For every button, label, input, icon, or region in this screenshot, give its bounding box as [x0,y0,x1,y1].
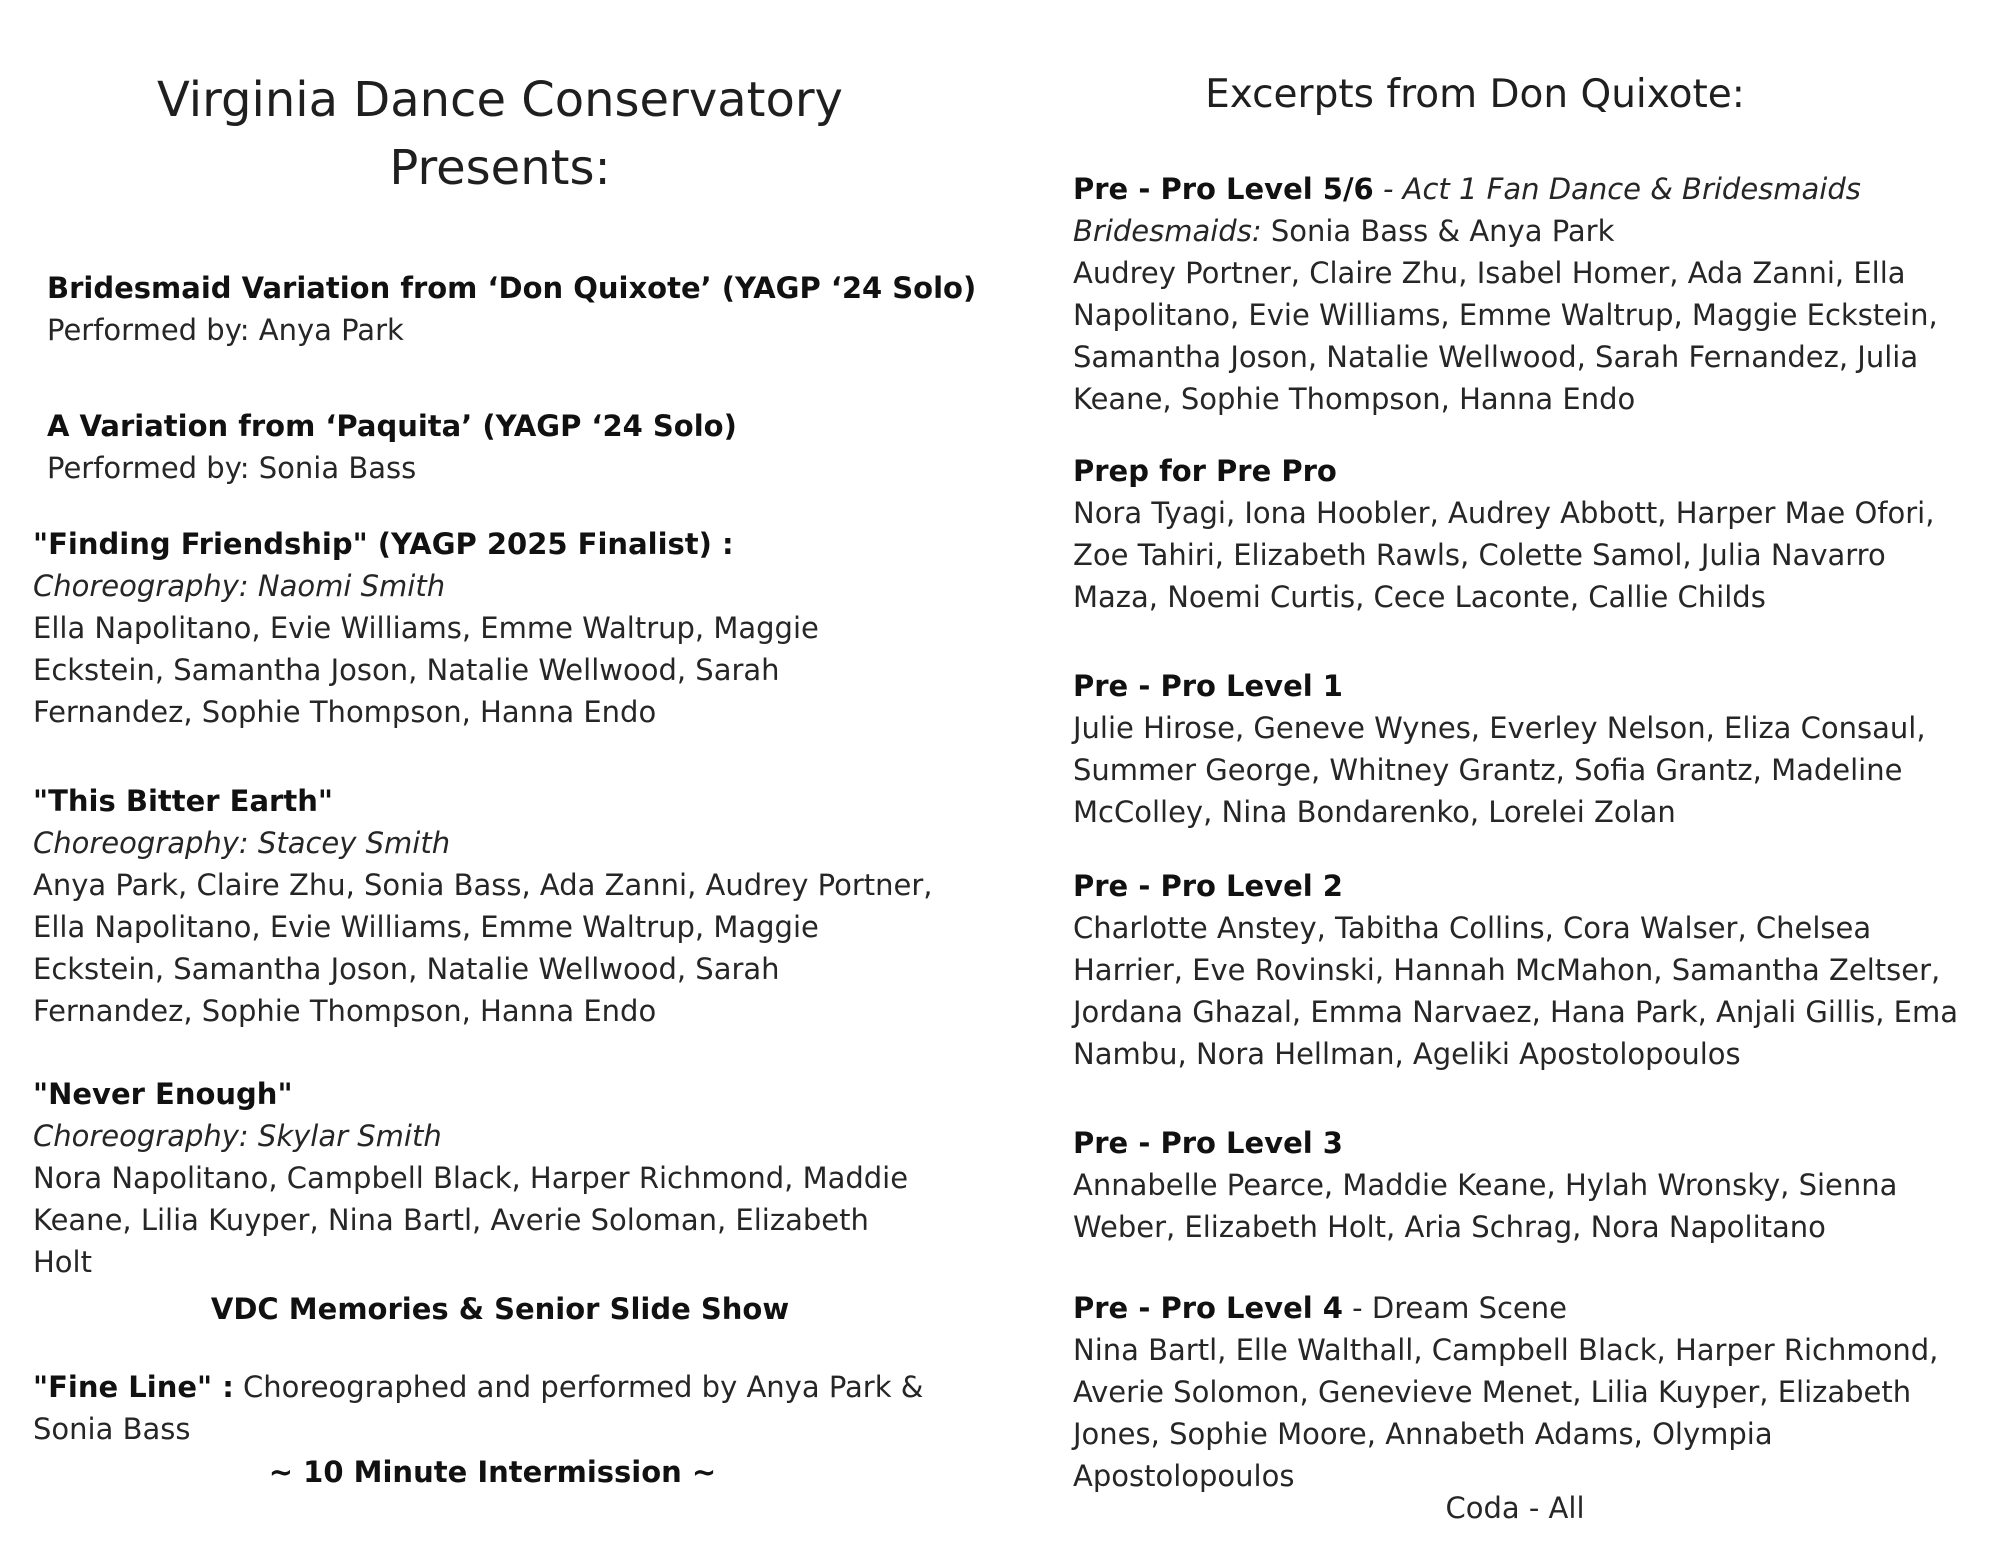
solo-bridesmaid [47,267,977,351]
solo-performer: Performed by: Anya Park [47,313,404,347]
level-title: Pre - Pro Level 4 [1073,1291,1343,1325]
solo-performer: Performed by: Sonia Bass [47,451,417,485]
level-cast: Charlotte Anstey, Tabitha Collins, Cora Walser, Chelsea Harrier, Eve Rovinski, Hannah McMahon, Samantha Zeltser, Jordana Ghazal, Emma Narvaez, Hana Park, Anjali Gillis, Ema Nambu, Nora Hellman, Ageliki Apostolopoulos [1073,911,1959,1071]
level-2 [1073,865,1978,1075]
intermission-note: ~ 10 Minute Intermission ~ [268,1455,717,1489]
coda-note: Coda - All [1445,1491,1585,1525]
piece-title: "This Bitter Earth" [33,784,333,818]
piece-this-bitter-earth [33,780,943,1032]
level-1 [1073,665,1978,833]
level-subtitle: - Act 1 Fan Dance & Bridesmaids [1373,172,1861,206]
prep-for-pre-pro [1073,450,1978,618]
solo-title: Bridesmaid Variation from ‘Don Quixote’ (YAGP ‘24 Solo) [47,271,977,305]
solo-paquita [47,405,977,489]
program-title [0,66,1000,202]
bridesmaids-names: Sonia Bass & Anya Park [1261,214,1615,248]
piece-title: "Fine Line" : [33,1370,234,1404]
title-line-2: Presents: [389,140,611,196]
solo-title: A Variation from ‘Paquita’ (YAGP ‘24 Solo) [47,409,737,443]
piece-description: Choreographed and performed by Anya Park & Sonia Bass [33,1370,924,1446]
piece-cast: Nora Napolitano, Campbell Black, Harper Richmond, Maddie Keane, Lilia Kuyper, Nina Bartl, Averie Soloman, Elizabeth Holt [33,1161,909,1279]
level-cast: Annabelle Pearce, Maddie Keane, Hylah Wronsky, Sienna Weber, Elizabeth Holt, Aria Schrag, Nora Napolitano [1073,1168,1898,1244]
level-4 [1073,1287,1978,1497]
level-3 [1073,1122,1978,1248]
piece-never-enough [33,1073,913,1283]
piece-choreography: Choreography: Naomi Smith [33,569,446,603]
level-5-6 [1073,168,1978,420]
piece-choreography: Choreography: Skylar Smith [33,1119,442,1153]
level-title: Pre - Pro Level 3 [1073,1126,1343,1160]
level-title: Pre - Pro Level 5/6 [1073,172,1374,206]
piece-choreography: Choreography: Stacey Smith [33,826,451,860]
level-cast: Nora Tyagi, Iona Hoobler, Audrey Abbott, Harper Mae Ofori, Zoe Tahiri, Elizabeth Rawls, Colette Samol, Julia Navarro Maza, Noemi Curtis, Cece Laconte, Callie Childs [1073,496,1935,614]
level-cast: Nina Bartl, Elle Walthall, Campbell Black, Harper Richmond, Averie Solomon, Genevieve Menet, Lilia Kuyper, Elizabeth Jones, Sophie Moore, Annabeth Adams, Olympia Apostolopoulos [1073,1333,1939,1493]
piece-finding-friendship [33,523,943,733]
bridesmaids-label: Bridesmaids: [1073,214,1262,248]
piece-cast: Anya Park, Claire Zhu, Sonia Bass, Ada Zanni, Audrey Portner, Ella Napolitano, Evie Williams, Emme Waltrup, Maggie Eckstein, Samantha Joson, Natalie Wellwood, Sarah Fernandez, Sophie Thompson, Hanna Endo [33,868,933,1028]
level-title: Pre - Pro Level 2 [1073,869,1343,903]
level-cast: Audrey Portner, Claire Zhu, Isabel Homer, Ada Zanni, Ella Napolitano, Evie Williams, Emme Waltrup, Maggie Eckstein, Samantha Joson, Natalie Wellwood, Sarah Fernandez, Julia Keane, Sophie Thompson, Hanna Endo [1073,256,1938,416]
level-subtitle: - Dream Scene [1342,1291,1567,1325]
slideshow-heading: VDC Memories & Senior Slide Show [210,1292,790,1326]
excerpts-title: Excerpts from Don Quixote: [1205,72,1745,117]
piece-fine-line [33,1366,983,1450]
title-line-1: Virginia Dance Conservatory [157,72,843,128]
piece-title: "Finding Friendship" (YAGP 2025 Finalist) : [33,527,734,561]
piece-cast: Ella Napolitano, Evie Williams, Emme Waltrup, Maggie Eckstein, Samantha Joson, Natalie Wellwood, Sarah Fernandez, Sophie Thompson, Hanna Endo [33,611,819,729]
level-title: Prep for Pre Pro [1073,454,1337,488]
level-title: Pre - Pro Level 1 [1073,669,1343,703]
level-cast: Julie Hirose, Geneve Wynes, Everley Nelson, Eliza Consaul, Summer George, Whitney Grantz, Sofia Grantz, Madeline McColley, Nina Bondarenko, Lorelei Zolan [1073,711,1926,829]
piece-title: "Never Enough" [33,1077,293,1111]
